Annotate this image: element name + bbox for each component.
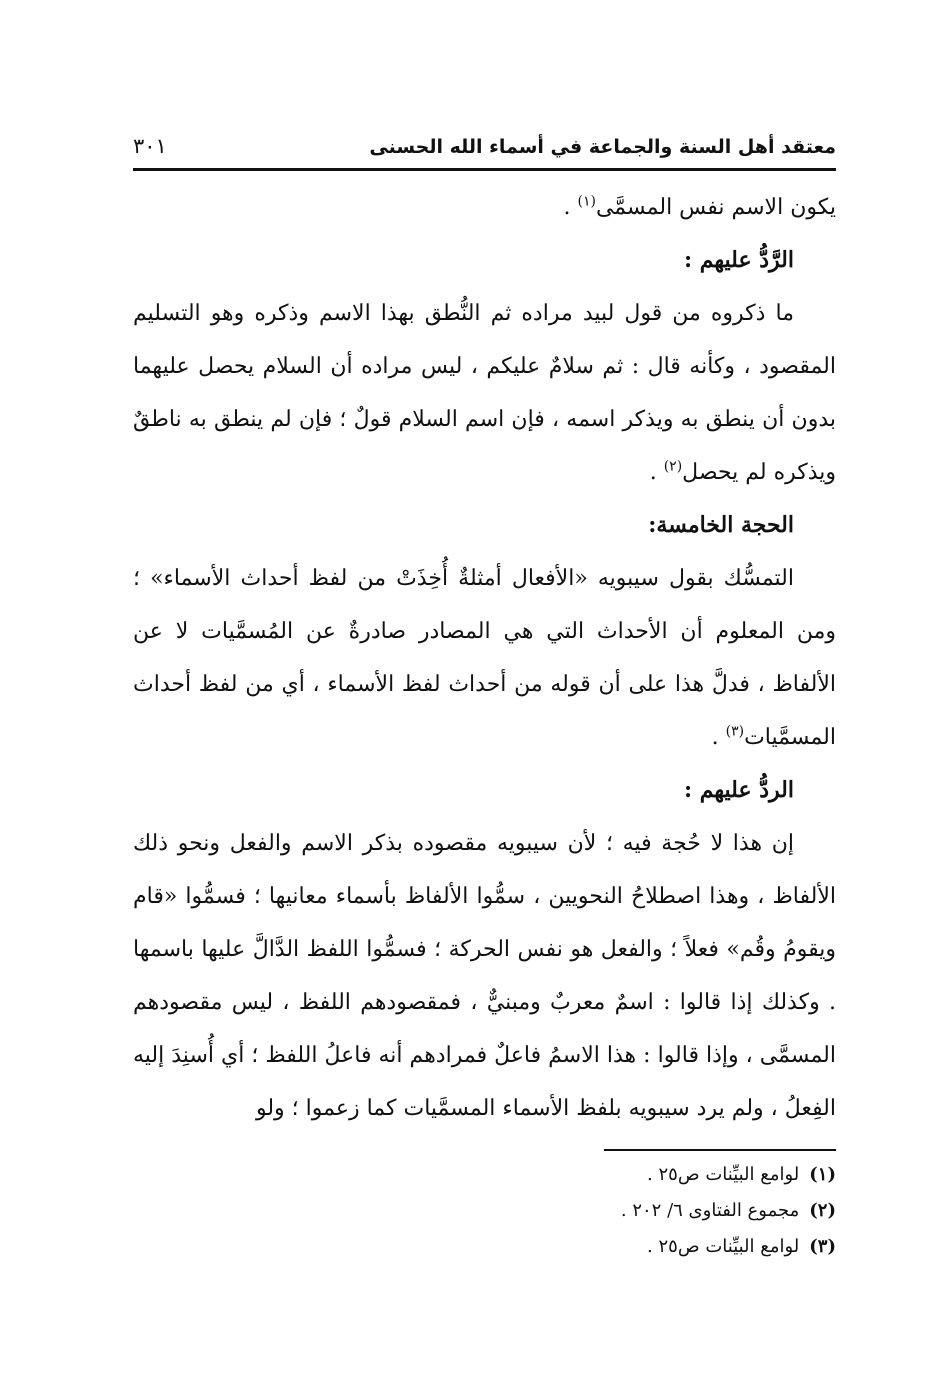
footnote-text: لوامع البيِّنات ص٢٥ . xyxy=(647,1164,800,1185)
footnote-ref-1: (١) xyxy=(577,193,596,210)
paragraph-1 xyxy=(133,181,836,234)
paragraph-2 xyxy=(133,287,836,499)
paragraph-1-end: . xyxy=(563,195,578,220)
heading-reply-1: الرَّدُّ عليهم : xyxy=(683,247,794,273)
footnote-ref-3: (٣) xyxy=(725,723,745,740)
footnote-2 xyxy=(133,1193,836,1229)
header-rule xyxy=(133,168,836,171)
paragraph-3-text: التمسُّك بقول سيبويه «الأفعال أمثلةٌ أُخِذَتْ من لفظ أحداث الأسماء» ؛ ومن المعلوم أن الأحداث التي هي المصادر صادرةٌ عن المُسمَّيات لا عن الألفاظ ، فدلَّ هذا على أن قوله من أحداث لفظ الأسماء ، أي من لفظ أحداث المسمَّيات xyxy=(133,566,836,750)
footnote-number: (١) xyxy=(809,1164,836,1185)
footnote-ref-2: (٢) xyxy=(663,458,683,475)
paragraph-1-text: يكون الاسم نفس المسمَّى xyxy=(595,195,836,220)
footnote-number: (٢) xyxy=(809,1200,836,1221)
book-page xyxy=(133,118,836,1265)
paragraph-2-end: . xyxy=(649,460,664,485)
paragraph-3-end: . xyxy=(711,725,726,750)
heading-fifth-argument: الحجة الخامسة: xyxy=(648,512,794,538)
heading-reply-2: الردُّ عليهم : xyxy=(683,777,794,803)
footnote-rule xyxy=(604,1149,836,1151)
footnote-text: مجموع الفتاوى ٦/ ٢٠٢ . xyxy=(620,1200,800,1221)
footnote-3 xyxy=(133,1229,836,1265)
book-title: معتقد أهل السنة والجماعة في أسماء الله الحسنى xyxy=(369,136,836,158)
main-text xyxy=(133,181,836,1135)
paragraph-2-text: ما ذكروه من قول لبيد مراده ثم النُّطق بهذا الاسم وذكره وهو التسليم المقصود ، وكأنه قال : ثم سلامٌ عليكم ، ليس مراده أن السلام يحصل عليهما بدون أن ينطق به ويذكر اسمه ، فإن اسم السلام قولٌ ؛ فإن لم ينطق به ناطقٌ ويذكره لم يحصل xyxy=(133,301,836,485)
paragraph-4: إن هذا لا حُجة فيه ؛ لأن سيبويه مقصوده بذكر الاسم والفعل ونحو ذلك الألفاظ ، وهذا اصطلاحُ النحويين ، سمُّوا الألفاظ بأسماء معانيها ؛ فسمُّوا «قام ويقومُ وقُم» فعلاً ؛ والفعل هو نفس الحركة ؛ فسمُّوا اللفظ الدَّالَّ عليها باسمها . وكذلك إذا قالوا : اسمٌ معربٌ ومبنيٌّ ، فمقصودهم اللفظ ، ليس مقصودهم المسمَّى ، وإذا قالوا : هذا الاسمُ فاعلٌ فمرادهم أنه فاعلُ اللفظ ؛ أي أُسنِدَ إليه الفِعلُ ، ولم يرد سيبويه بلفظ الأسماء المسمَّيات كما زعموا ؛ ولو xyxy=(133,831,836,1121)
paragraph-3 xyxy=(133,552,836,764)
footnote-text: لوامع البيِّنات ص٢٥ . xyxy=(647,1236,800,1257)
footnote-1 xyxy=(133,1157,836,1193)
footnotes xyxy=(133,1157,836,1265)
running-header xyxy=(133,118,836,158)
page-number: ٣٠١ xyxy=(133,134,167,158)
footnote-number: (٣) xyxy=(809,1236,836,1257)
